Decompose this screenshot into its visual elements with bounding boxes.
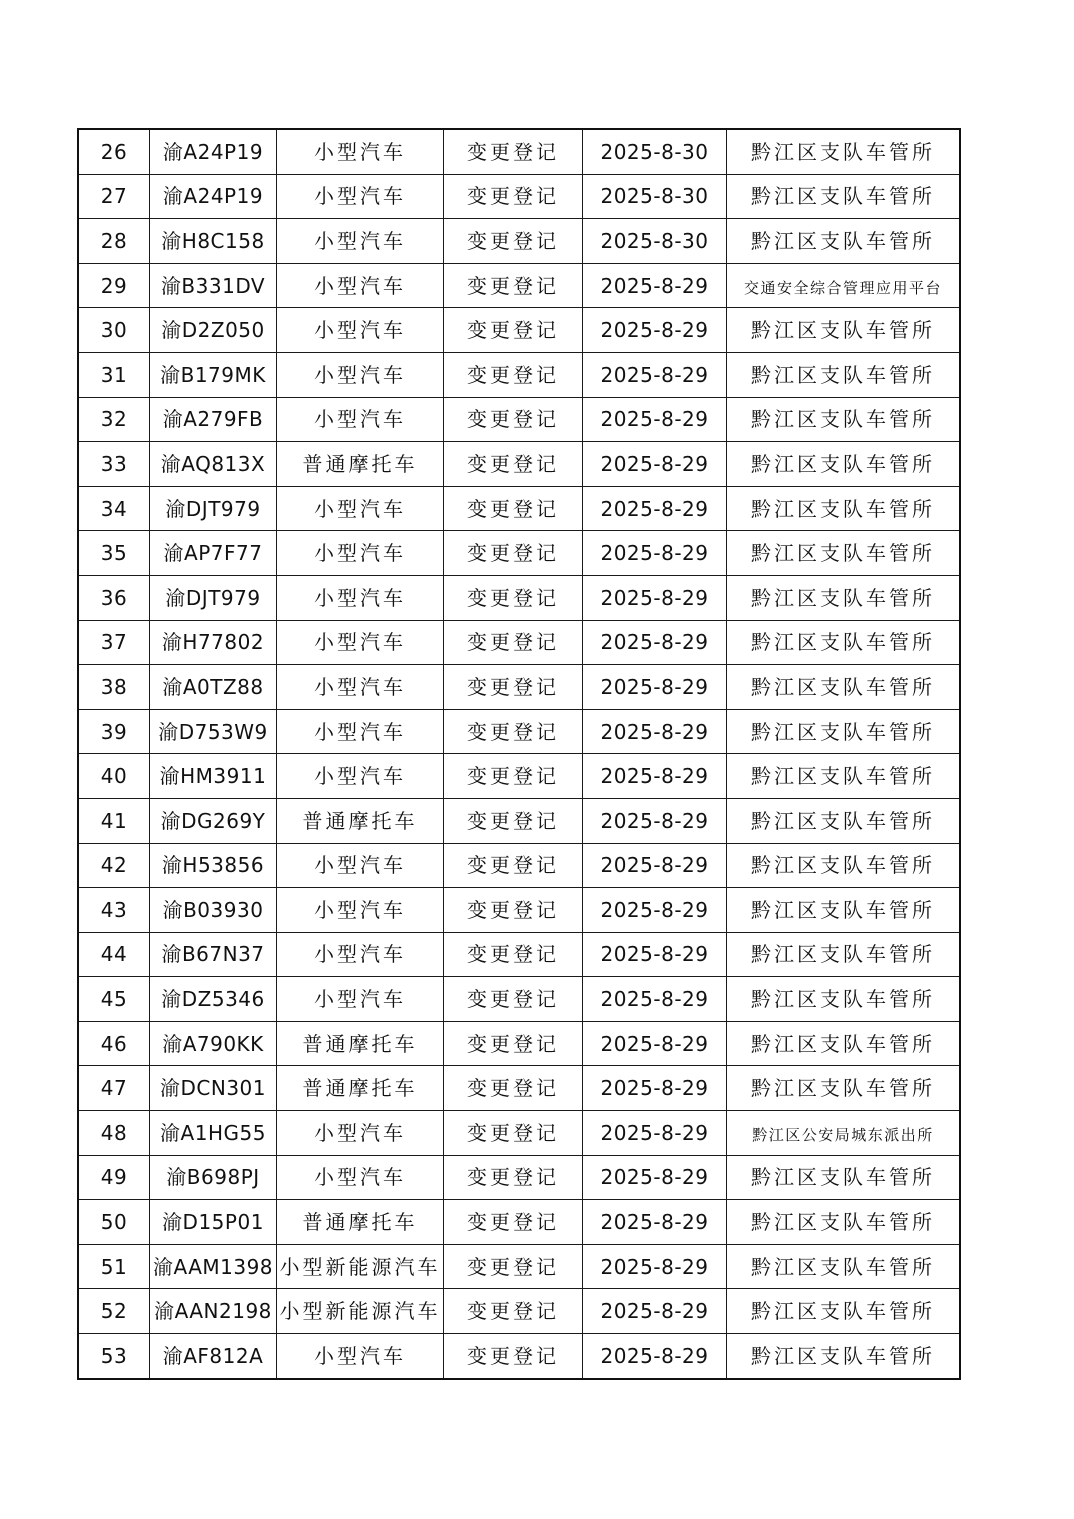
- business-type: 变更登记: [467, 674, 559, 699]
- registration-date-cell: 2025-8-29: [583, 888, 727, 933]
- handling-office: 黔江区支队车管所: [751, 674, 935, 699]
- handling-office: 黔江区支队车管所: [751, 318, 935, 343]
- business-type: 变更登记: [467, 541, 559, 566]
- business-type: 变更登记: [467, 585, 559, 610]
- vehicle-type: 普通摩托车: [302, 808, 418, 833]
- row-number-cell: 39: [78, 709, 150, 754]
- business-type: 变更登记: [467, 1031, 559, 1056]
- business-type-cell: [444, 620, 583, 665]
- row-number-cell: 50: [78, 1200, 150, 1245]
- registration-date-cell: 2025-8-29: [583, 798, 727, 843]
- vehicle-type: 小型汽车: [314, 942, 406, 967]
- plate-number-cell: 渝B67N37: [150, 932, 277, 977]
- vehicle-type: 小型汽车: [314, 318, 406, 343]
- plate-number-cell: 渝D15P01: [150, 1200, 277, 1245]
- handling-office: 黔江区支队车管所: [751, 1343, 935, 1368]
- vehicle-type: 小型汽车: [314, 719, 406, 744]
- plate-number-cell: 渝DCN301: [150, 1066, 277, 1111]
- handling-office: 黔江区支队车管所: [751, 1299, 935, 1324]
- vehicle-type-cell: [277, 1155, 444, 1200]
- registration-date-cell: 2025-8-30: [583, 174, 727, 219]
- business-type: 变更登记: [467, 184, 559, 209]
- registration-date-cell: 2025-8-29: [583, 442, 727, 487]
- handling-office-cell: [727, 1111, 961, 1156]
- registration-date-cell: 2025-8-29: [583, 843, 727, 888]
- table-row: [78, 1021, 960, 1066]
- business-type-cell: [444, 754, 583, 799]
- vehicle-type: 小型新能源汽车: [279, 1254, 441, 1279]
- registration-date-cell: 2025-8-29: [583, 1021, 727, 1066]
- business-type: 变更登记: [467, 451, 559, 476]
- vehicle-type-cell: [277, 219, 444, 264]
- business-type: 变更登记: [467, 407, 559, 432]
- vehicle-type: 小型汽车: [314, 630, 406, 655]
- row-number-cell: 38: [78, 665, 150, 710]
- vehicle-type-cell: [277, 575, 444, 620]
- handling-office: 黔江区支队车管所: [751, 362, 935, 387]
- business-type-cell: [444, 932, 583, 977]
- registration-date-cell: 2025-8-29: [583, 308, 727, 353]
- handling-office-cell: [727, 888, 961, 933]
- business-type: 变更登记: [467, 1165, 559, 1190]
- row-number-cell: 47: [78, 1066, 150, 1111]
- vehicle-type: 普通摩托车: [302, 1076, 418, 1101]
- vehicle-type-cell: [277, 531, 444, 576]
- registration-date-cell: 2025-8-29: [583, 397, 727, 442]
- table-row: [78, 1155, 960, 1200]
- table-row: [78, 754, 960, 799]
- handling-office-cell: [727, 1289, 961, 1334]
- plate-number-cell: 渝A790KK: [150, 1021, 277, 1066]
- handling-office: 交通安全综合管理应用平台: [743, 278, 942, 297]
- table-row: [78, 843, 960, 888]
- vehicle-type: 小型汽车: [314, 585, 406, 610]
- plate-number-cell: 渝D2Z050: [150, 308, 277, 353]
- vehicle-type: 小型汽车: [314, 764, 406, 789]
- table-row: [78, 1289, 960, 1334]
- business-type-cell: [444, 665, 583, 710]
- vehicle-type: 小型汽车: [314, 496, 406, 521]
- vehicle-type-cell: [277, 754, 444, 799]
- handling-office-cell: [727, 1021, 961, 1066]
- business-type-cell: [444, 1334, 583, 1379]
- table-row: [78, 263, 960, 308]
- business-type-cell: [444, 1021, 583, 1066]
- handling-office-cell: [727, 308, 961, 353]
- row-number-cell: 28: [78, 219, 150, 264]
- row-number-cell: 52: [78, 1289, 150, 1334]
- plate-number-cell: 渝HM3911: [150, 754, 277, 799]
- handling-office-cell: [727, 665, 961, 710]
- vehicle-type: 小型汽车: [314, 139, 406, 164]
- table-row: [78, 219, 960, 264]
- registration-date-cell: 2025-8-29: [583, 1111, 727, 1156]
- business-type: 变更登记: [467, 808, 559, 833]
- handling-office: 黔江区支队车管所: [751, 451, 935, 476]
- vehicle-type-cell: [277, 486, 444, 531]
- vehicle-type-cell: [277, 709, 444, 754]
- business-type: 变更登记: [467, 273, 559, 298]
- business-type-cell: [444, 843, 583, 888]
- handling-office-cell: [727, 219, 961, 264]
- row-number-cell: 32: [78, 397, 150, 442]
- business-type: 变更登记: [467, 853, 559, 878]
- plate-number-cell: 渝B03930: [150, 888, 277, 933]
- business-type-cell: [444, 888, 583, 933]
- table-row: [78, 308, 960, 353]
- plate-number-cell: 渝B698PJ: [150, 1155, 277, 1200]
- vehicle-type: 小型汽车: [314, 897, 406, 922]
- vehicle-type: 小型汽车: [314, 853, 406, 878]
- plate-number-cell: 渝A24P19: [150, 174, 277, 219]
- vehicle-type-cell: [277, 798, 444, 843]
- business-type: 变更登记: [467, 228, 559, 253]
- table-row: [78, 620, 960, 665]
- handling-office: 黔江区公安局城东派出所: [752, 1125, 934, 1144]
- handling-office: 黔江区支队车管所: [751, 853, 935, 878]
- vehicle-type-cell: [277, 1334, 444, 1379]
- row-number-cell: 48: [78, 1111, 150, 1156]
- table-body: [78, 129, 960, 1379]
- business-type-cell: [444, 129, 583, 174]
- table-row: [78, 575, 960, 620]
- table-row: [78, 486, 960, 531]
- business-type: 变更登记: [467, 764, 559, 789]
- vehicle-type-cell: [277, 308, 444, 353]
- handling-office: 黔江区支队车管所: [751, 1254, 935, 1279]
- plate-number-cell: 渝B179MK: [150, 352, 277, 397]
- table-row: [78, 129, 960, 174]
- plate-number-cell: 渝DJT979: [150, 575, 277, 620]
- handling-office: 黔江区支队车管所: [751, 407, 935, 432]
- business-type-cell: [444, 575, 583, 620]
- row-number-cell: 42: [78, 843, 150, 888]
- handling-office-cell: [727, 1334, 961, 1379]
- business-type: 变更登记: [467, 1120, 559, 1145]
- table-row: [78, 1244, 960, 1289]
- handling-office-cell: [727, 620, 961, 665]
- business-type-cell: [444, 1289, 583, 1334]
- handling-office: 黔江区支队车管所: [751, 184, 935, 209]
- vehicle-type-cell: [277, 442, 444, 487]
- vehicle-type: 小型汽车: [314, 273, 406, 298]
- business-type: 变更登记: [467, 139, 559, 164]
- table-row: [78, 174, 960, 219]
- vehicle-type: 小型汽车: [314, 541, 406, 566]
- registration-date-cell: 2025-8-29: [583, 620, 727, 665]
- business-type: 变更登记: [467, 1254, 559, 1279]
- handling-office: 黔江区支队车管所: [751, 942, 935, 967]
- plate-number-cell: 渝B331DV: [150, 263, 277, 308]
- vehicle-type: 小型汽车: [314, 674, 406, 699]
- row-number-cell: 46: [78, 1021, 150, 1066]
- plate-number-cell: 渝A279FB: [150, 397, 277, 442]
- handling-office-cell: [727, 977, 961, 1022]
- business-type-cell: [444, 174, 583, 219]
- registration-date-cell: 2025-8-29: [583, 486, 727, 531]
- plate-number-cell: 渝AQ813X: [150, 442, 277, 487]
- row-number-cell: 35: [78, 531, 150, 576]
- business-type-cell: [444, 1200, 583, 1245]
- registration-date-cell: 2025-8-29: [583, 1244, 727, 1289]
- table-row: [78, 1111, 960, 1156]
- vehicle-type-cell: [277, 665, 444, 710]
- handling-office: 黔江区支队车管所: [751, 1031, 935, 1056]
- handling-office-cell: [727, 709, 961, 754]
- row-number-cell: 45: [78, 977, 150, 1022]
- vehicle-type-cell: [277, 1244, 444, 1289]
- vehicle-type-cell: [277, 932, 444, 977]
- vehicle-type-cell: [277, 352, 444, 397]
- registration-date-cell: 2025-8-29: [583, 1155, 727, 1200]
- plate-number-cell: 渝AAM1398: [150, 1244, 277, 1289]
- handling-office: 黔江区支队车管所: [751, 1210, 935, 1235]
- row-number-cell: 44: [78, 932, 150, 977]
- handling-office: 黔江区支队车管所: [751, 139, 935, 164]
- registration-date-cell: 2025-8-29: [583, 1289, 727, 1334]
- vehicle-type: 小型汽车: [314, 1165, 406, 1190]
- handling-office: 黔江区支队车管所: [751, 541, 935, 566]
- business-type-cell: [444, 1244, 583, 1289]
- business-type-cell: [444, 219, 583, 264]
- plate-number-cell: 渝AP7F77: [150, 531, 277, 576]
- registration-date-cell: 2025-8-29: [583, 575, 727, 620]
- handling-office-cell: [727, 754, 961, 799]
- business-type: 变更登记: [467, 362, 559, 387]
- business-type: 变更登记: [467, 942, 559, 967]
- handling-office: 黔江区支队车管所: [751, 630, 935, 655]
- plate-number-cell: 渝AAN2198: [150, 1289, 277, 1334]
- vehicle-type-cell: [277, 397, 444, 442]
- handling-office-cell: [727, 352, 961, 397]
- handling-office-cell: [727, 129, 961, 174]
- handling-office-cell: [727, 1066, 961, 1111]
- vehicle-type: 小型汽车: [314, 228, 406, 253]
- table-row: [78, 665, 960, 710]
- business-type: 变更登记: [467, 719, 559, 744]
- table-row: [78, 397, 960, 442]
- business-type-cell: [444, 263, 583, 308]
- handling-office: 黔江区支队车管所: [751, 585, 935, 610]
- row-number-cell: 30: [78, 308, 150, 353]
- vehicle-registration-table: [77, 128, 961, 1380]
- business-type-cell: [444, 352, 583, 397]
- vehicle-type: 小型汽车: [314, 1120, 406, 1145]
- business-type-cell: [444, 1111, 583, 1156]
- plate-number-cell: 渝AF812A: [150, 1334, 277, 1379]
- row-number-cell: 34: [78, 486, 150, 531]
- registration-date-cell: 2025-8-29: [583, 709, 727, 754]
- table-row: [78, 977, 960, 1022]
- plate-number-cell: 渝H8C158: [150, 219, 277, 264]
- plate-number-cell: 渝A24P19: [150, 129, 277, 174]
- row-number-cell: 51: [78, 1244, 150, 1289]
- plate-number-cell: 渝H77802: [150, 620, 277, 665]
- vehicle-type-cell: [277, 843, 444, 888]
- registration-date-cell: 2025-8-29: [583, 754, 727, 799]
- vehicle-type-cell: [277, 1289, 444, 1334]
- registration-date-cell: 2025-8-29: [583, 1066, 727, 1111]
- vehicle-type-cell: [277, 174, 444, 219]
- plate-number-cell: 渝DJT979: [150, 486, 277, 531]
- business-type: 变更登记: [467, 1210, 559, 1235]
- row-number-cell: 26: [78, 129, 150, 174]
- registration-date-cell: 2025-8-29: [583, 531, 727, 576]
- vehicle-type: 小型汽车: [314, 184, 406, 209]
- handling-office-cell: [727, 1155, 961, 1200]
- business-type-cell: [444, 531, 583, 576]
- plate-number-cell: 渝A1HG55: [150, 1111, 277, 1156]
- handling-office: 黔江区支队车管所: [751, 897, 935, 922]
- vehicle-type-cell: [277, 263, 444, 308]
- handling-office-cell: [727, 932, 961, 977]
- table-row: [78, 932, 960, 977]
- row-number-cell: 33: [78, 442, 150, 487]
- vehicle-type: 普通摩托车: [302, 1031, 418, 1056]
- business-type-cell: [444, 1066, 583, 1111]
- plate-number-cell: 渝H53856: [150, 843, 277, 888]
- business-type-cell: [444, 486, 583, 531]
- vehicle-type: 普通摩托车: [302, 451, 418, 476]
- row-number-cell: 40: [78, 754, 150, 799]
- vehicle-type: 小型汽车: [314, 987, 406, 1012]
- business-type: 变更登记: [467, 318, 559, 343]
- table-row: [78, 798, 960, 843]
- registration-date-cell: 2025-8-29: [583, 932, 727, 977]
- registration-date-cell: 2025-8-29: [583, 1200, 727, 1245]
- business-type-cell: [444, 709, 583, 754]
- business-type: 变更登记: [467, 987, 559, 1012]
- plate-number-cell: 渝DZ5346: [150, 977, 277, 1022]
- row-number-cell: 53: [78, 1334, 150, 1379]
- vehicle-type-cell: [277, 977, 444, 1022]
- registration-date-cell: 2025-8-30: [583, 129, 727, 174]
- vehicle-type-cell: [277, 1021, 444, 1066]
- handling-office: 黔江区支队车管所: [751, 496, 935, 521]
- row-number-cell: 37: [78, 620, 150, 665]
- vehicle-type-cell: [277, 620, 444, 665]
- handling-office-cell: [727, 798, 961, 843]
- registration-date-cell: 2025-8-29: [583, 352, 727, 397]
- table-row: [78, 1066, 960, 1111]
- business-type: 变更登记: [467, 496, 559, 521]
- handling-office: 黔江区支队车管所: [751, 1076, 935, 1101]
- row-number-cell: 43: [78, 888, 150, 933]
- registration-date-cell: 2025-8-29: [583, 263, 727, 308]
- vehicle-type-cell: [277, 129, 444, 174]
- row-number-cell: 31: [78, 352, 150, 397]
- registration-date-cell: 2025-8-29: [583, 977, 727, 1022]
- business-type: 变更登记: [467, 1343, 559, 1368]
- table-row: [78, 442, 960, 487]
- business-type: 变更登记: [467, 1299, 559, 1324]
- business-type: 变更登记: [467, 1076, 559, 1101]
- handling-office: 黔江区支队车管所: [751, 719, 935, 744]
- business-type: 变更登记: [467, 897, 559, 922]
- vehicle-type-cell: [277, 1200, 444, 1245]
- plate-number-cell: 渝D753W9: [150, 709, 277, 754]
- plate-number-cell: 渝DG269Y: [150, 798, 277, 843]
- registration-date-cell: 2025-8-29: [583, 665, 727, 710]
- vehicle-type: 普通摩托车: [302, 1210, 418, 1235]
- plate-number-cell: 渝A0TZ88: [150, 665, 277, 710]
- table-row: [78, 1334, 960, 1379]
- row-number-cell: 41: [78, 798, 150, 843]
- table-row: [78, 709, 960, 754]
- handling-office-cell: [727, 486, 961, 531]
- row-number-cell: 36: [78, 575, 150, 620]
- handling-office-cell: [727, 174, 961, 219]
- handling-office: 黔江区支队车管所: [751, 1165, 935, 1190]
- row-number-cell: 29: [78, 263, 150, 308]
- business-type-cell: [444, 1155, 583, 1200]
- row-number-cell: 27: [78, 174, 150, 219]
- handling-office: 黔江区支队车管所: [751, 808, 935, 833]
- table-row: [78, 531, 960, 576]
- vehicle-type-cell: [277, 888, 444, 933]
- vehicle-type-cell: [277, 1066, 444, 1111]
- handling-office-cell: [727, 1244, 961, 1289]
- handling-office-cell: [727, 531, 961, 576]
- table-row: [78, 352, 960, 397]
- vehicle-type: 小型汽车: [314, 407, 406, 432]
- handling-office: 黔江区支队车管所: [751, 987, 935, 1012]
- handling-office-cell: [727, 843, 961, 888]
- vehicle-type: 小型汽车: [314, 362, 406, 387]
- business-type: 变更登记: [467, 630, 559, 655]
- table-row: [78, 1200, 960, 1245]
- handling-office-cell: [727, 442, 961, 487]
- registration-date-cell: 2025-8-30: [583, 219, 727, 264]
- vehicle-type: 小型汽车: [314, 1343, 406, 1368]
- business-type-cell: [444, 977, 583, 1022]
- registration-date-cell: 2025-8-29: [583, 1334, 727, 1379]
- row-number-cell: 49: [78, 1155, 150, 1200]
- business-type-cell: [444, 798, 583, 843]
- vehicle-type-cell: [277, 1111, 444, 1156]
- handling-office-cell: [727, 1200, 961, 1245]
- handling-office-cell: [727, 397, 961, 442]
- handling-office-cell: [727, 263, 961, 308]
- business-type-cell: [444, 397, 583, 442]
- handling-office: 黔江区支队车管所: [751, 228, 935, 253]
- business-type-cell: [444, 308, 583, 353]
- handling-office-cell: [727, 575, 961, 620]
- table-row: [78, 888, 960, 933]
- handling-office: 黔江区支队车管所: [751, 764, 935, 789]
- vehicle-type: 小型新能源汽车: [279, 1299, 441, 1324]
- business-type-cell: [444, 442, 583, 487]
